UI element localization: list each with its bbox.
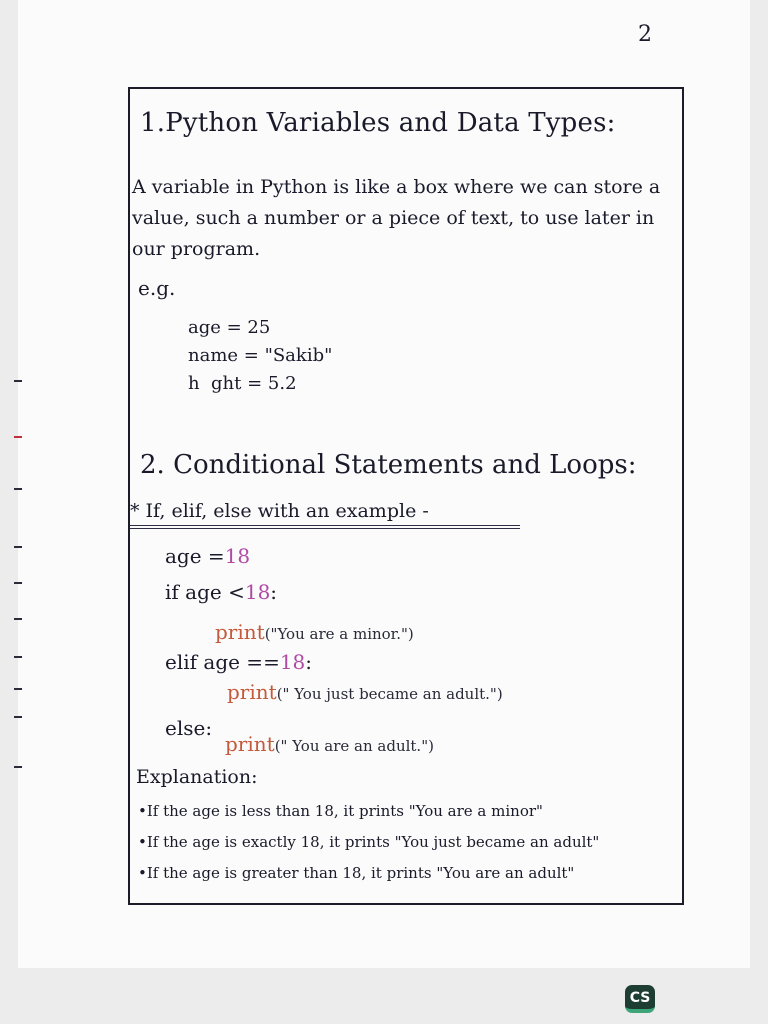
code-function: print bbox=[225, 732, 275, 756]
code-line-if bbox=[165, 580, 277, 604]
code-line-age: age = 25 bbox=[188, 317, 271, 338]
section-2-subheading: * If, elif, else with an example - bbox=[130, 500, 520, 529]
code-line-assign bbox=[165, 544, 250, 568]
variables-code-block bbox=[188, 314, 332, 398]
code-string: (" You just became an adult.") bbox=[276, 685, 503, 703]
code-string: ("You are a minor.") bbox=[264, 625, 414, 643]
code-keyword: else: bbox=[165, 716, 213, 740]
code-line-print-became-adult bbox=[227, 680, 503, 704]
code-function: print bbox=[227, 680, 277, 704]
page-number: 2 bbox=[638, 22, 652, 47]
section-2-heading: 2. Conditional Statements and Loops: bbox=[140, 450, 637, 480]
explanation-item: •If the age is less than 18, it prints "You are a minor" bbox=[138, 802, 543, 820]
margin-marks bbox=[14, 370, 28, 790]
code-number: 18 bbox=[279, 650, 306, 674]
code-function: print bbox=[215, 620, 265, 644]
example-label: e.g. bbox=[138, 276, 176, 300]
code-line-elif bbox=[165, 650, 312, 674]
code-colon: : bbox=[305, 650, 313, 674]
code-line-print-adult bbox=[225, 732, 434, 756]
code-line-height: h ght = 5.2 bbox=[188, 373, 297, 394]
camscanner-logo: CS bbox=[625, 985, 655, 1013]
code-keyword: elif age == bbox=[165, 650, 280, 674]
code-colon: : bbox=[270, 580, 278, 604]
code-number: 18 bbox=[224, 544, 251, 568]
code-line-name: name = "Sakib" bbox=[188, 345, 333, 366]
code-line-print-minor bbox=[215, 620, 414, 644]
section-1-paragraph: A variable in Python is like a box where we can store a value, such a number or a piece of text, to use later in our program. bbox=[132, 176, 661, 260]
code-line-else bbox=[165, 716, 212, 740]
code-string: (" You are an adult.") bbox=[274, 737, 434, 755]
explanation-item: •If the age is exactly 18, it prints "You just became an adult" bbox=[138, 833, 600, 851]
code-keyword: if age < bbox=[165, 580, 245, 604]
code-number: 18 bbox=[244, 580, 271, 604]
explanation-item: •If the age is greater than 18, it prints "You are an adult" bbox=[138, 864, 575, 882]
conditional-code-block bbox=[165, 544, 503, 756]
section-1-heading: 1.Python Variables and Data Types: bbox=[140, 108, 616, 138]
code-keyword: age = bbox=[165, 544, 225, 568]
explanation-title: Explanation: bbox=[136, 766, 258, 788]
explanation-list bbox=[138, 796, 683, 889]
